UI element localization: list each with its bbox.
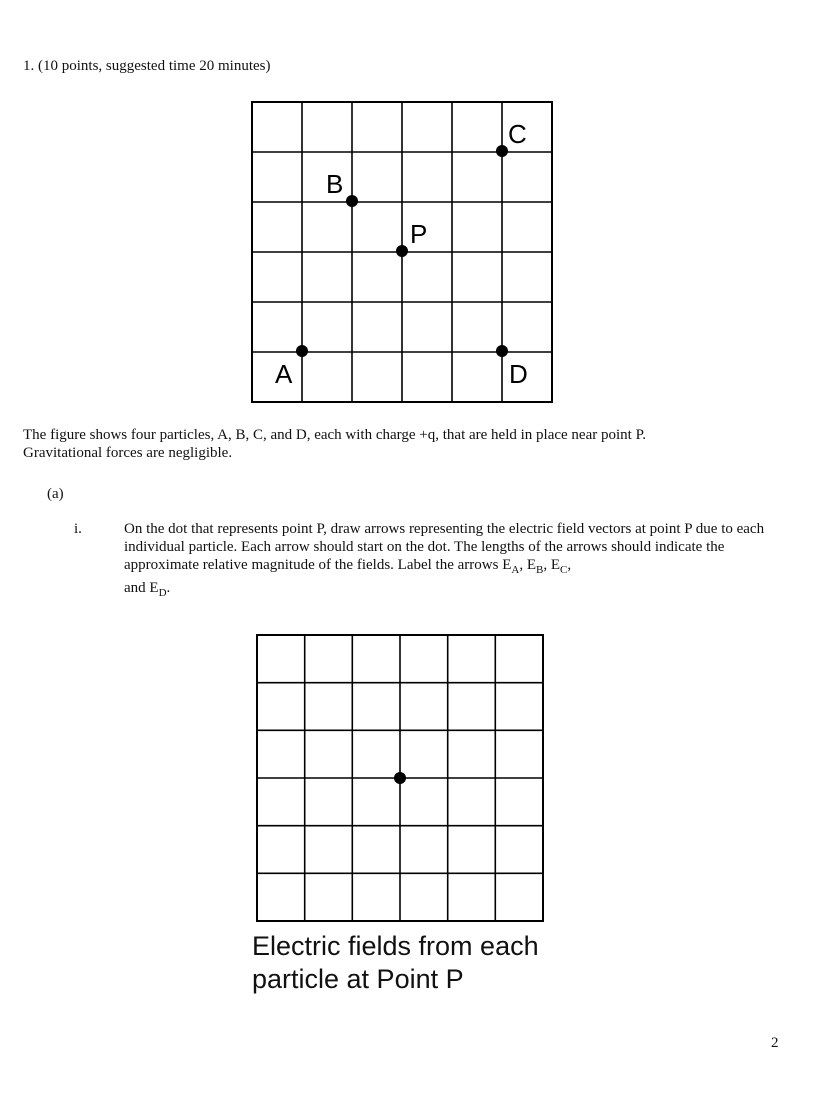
problem-description [23,426,783,462]
caption-line-1: Electric fields from each [252,931,539,961]
particle-c-dot [496,145,508,157]
subscript-c: C [560,564,568,576]
answer-grid-caption [252,930,539,996]
part-a-label: (a) [47,486,64,502]
particle-b-dot [346,195,358,207]
particle-a-label: A [275,359,293,389]
answer-grid-figure[interactable] [255,633,545,923]
particle-grid-figure [250,100,554,404]
subscript-a: A [511,564,520,576]
separator-1: , E [519,557,536,573]
particle-d-dot [496,345,508,357]
and-text: and E [124,580,159,596]
item-i-instructions [124,520,774,602]
particle-a-dot [296,345,308,357]
particle-c-label: C [508,119,527,149]
particle-d-label: D [509,359,528,389]
description-line-2: Gravitational forces are negligible. [23,445,233,461]
end-period: . [166,580,171,596]
point-p-label: P [410,219,428,249]
subscript-b: B [535,564,544,576]
point-p-dot [396,245,408,257]
particle-b-label: B [326,169,344,199]
page-number: 2 [771,1035,779,1051]
subscript-d: D [158,587,167,599]
item-i-main-text: On the dot that represents point P, draw arrows representing the electric field vectors at point P due to each individual particle. Each arrow should start on the dot. The lengths of the arrows should indicate the approximate relative magnitude of the fields. Label the arrows E [124,521,765,573]
separator-2: , E [543,557,560,573]
separator-3: , [567,557,572,573]
question-header: 1. (10 points, suggested time 20 minutes) [23,58,271,74]
answer-point-p-dot[interactable] [394,772,406,784]
caption-line-2: particle at Point P [252,964,464,994]
description-line-1: The figure shows four particles, A, B, C, and D, each with charge +q, that are held in place near point P. [23,427,647,443]
item-i-number: i. [74,521,82,537]
